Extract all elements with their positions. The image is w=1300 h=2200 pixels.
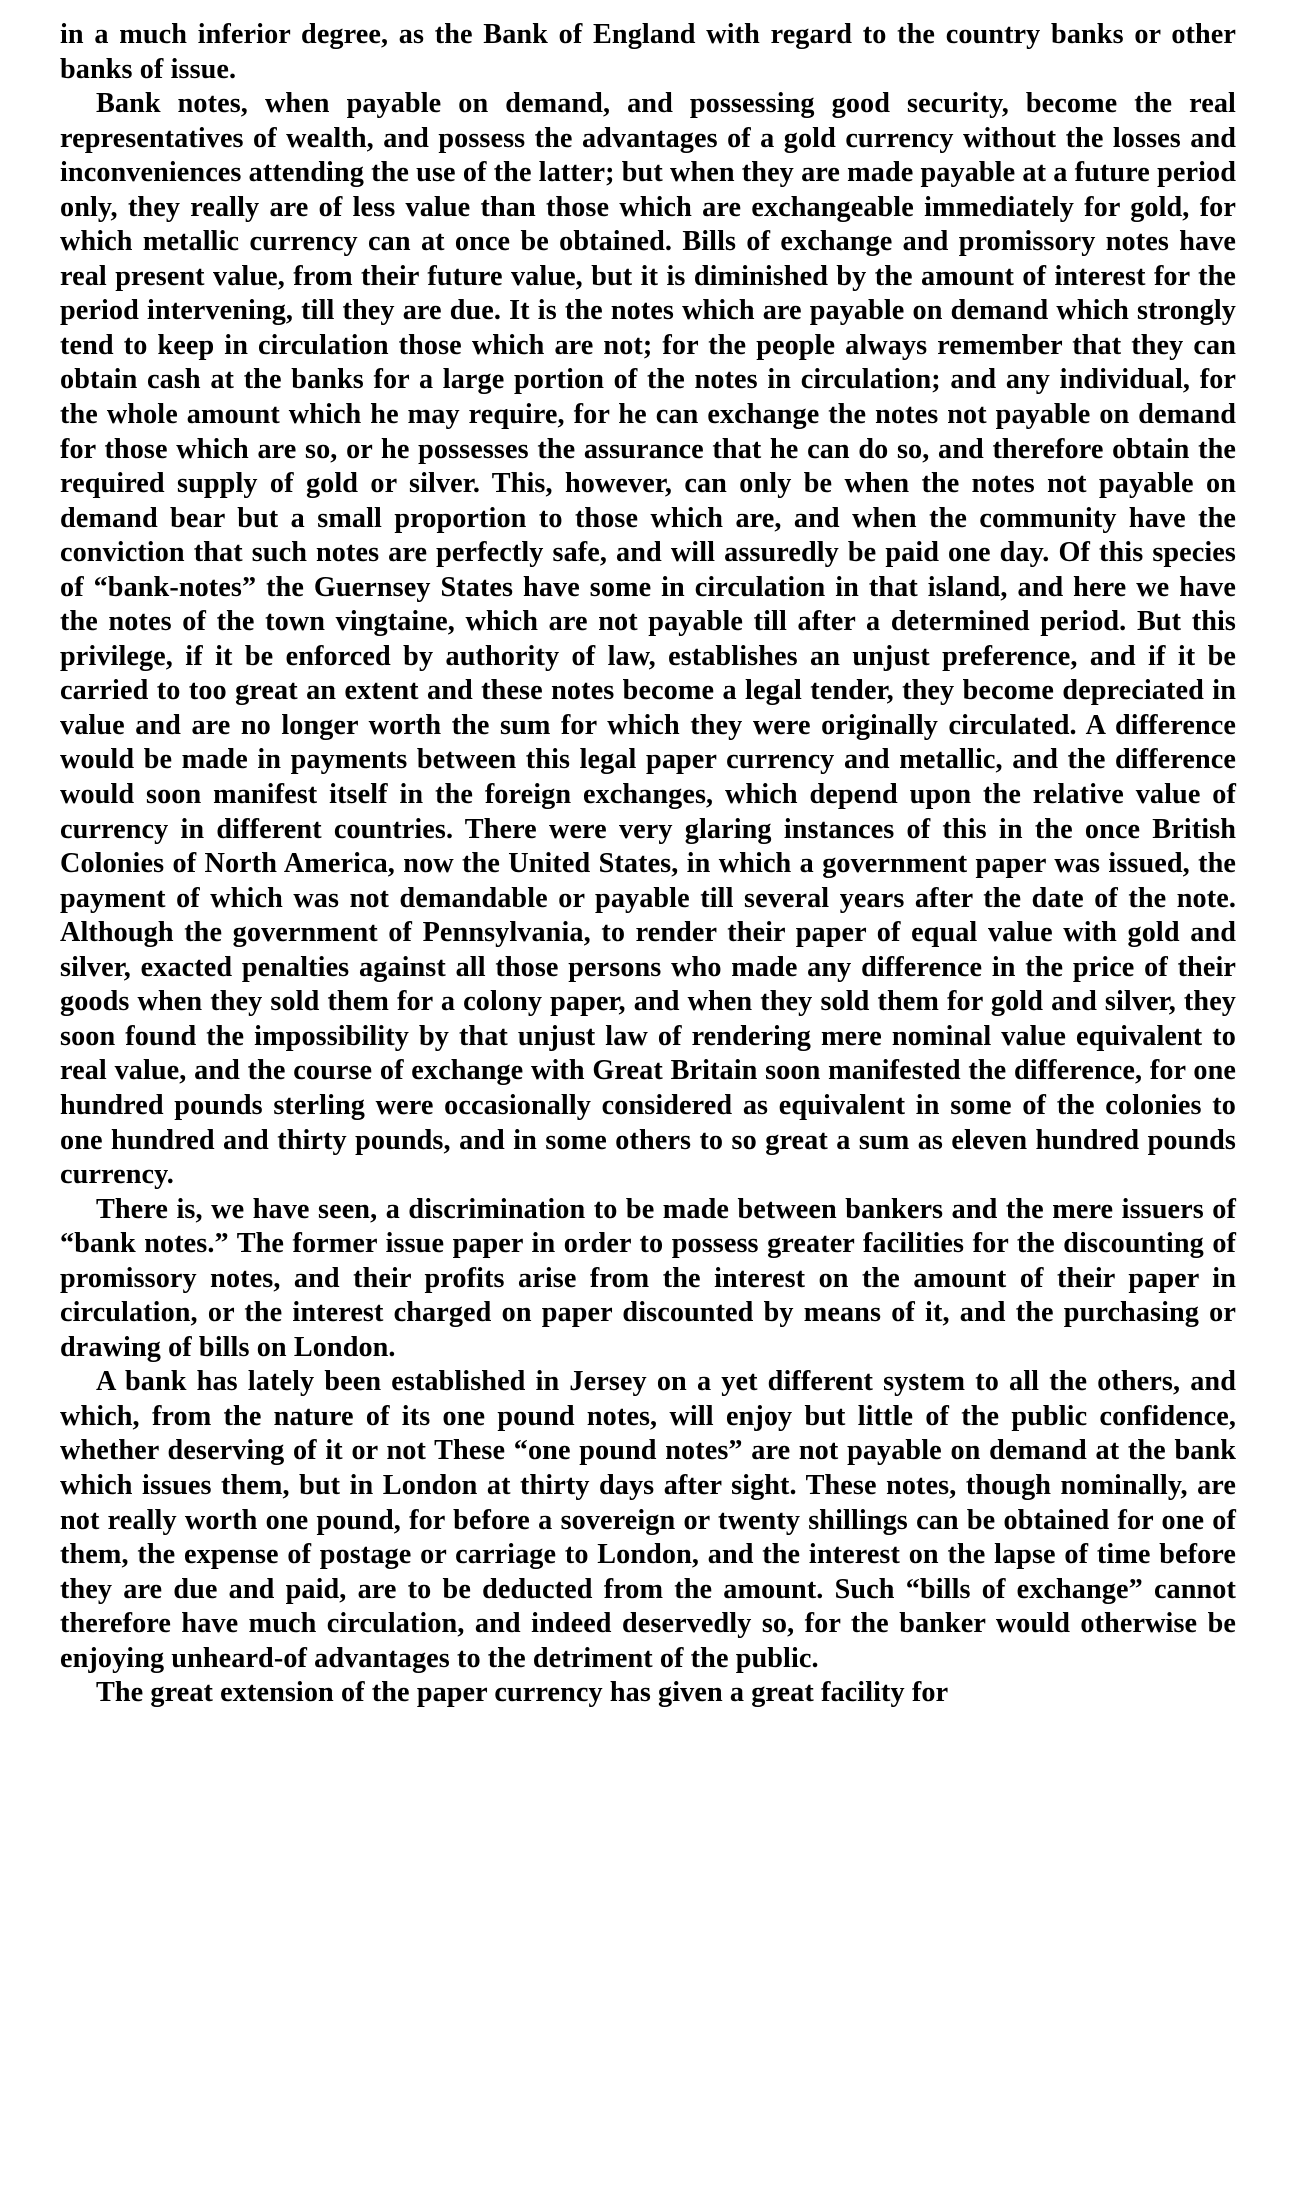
paragraph-bank-notes: Bank notes, when payable on demand, and possessing good security, become the real representatives of wealth, and possess the advantages of a gold currency without the losses and inconveniences attending the use of the latter; but when they are made payable at a future period only, they really are of less value than those which are exchangeable immediately for gold, for which metallic currency can at once be obtained. Bills of exchange and promissory notes have real present value, from their future value, but it is diminished by the amount of interest for the period intervening, till they are due. It is the notes which are payable on demand which strongly tend to keep in circulation those which are not; for the people always remember that they can obtain cash at the banks for a large portion of the notes in circulation; and any individual, for the whole amount which he may require, for he can exchange the notes not payable on demand for those which are so, or he possesses the assurance that he can do so, and therefore obtain the required supply of gold or silver. This, however, can only be when the notes not payable on demand bear but a small proportion to those which are, and when the community have the conviction that such notes are perfectly safe, and will assuredly be paid one day. Of this species of “bank-notes” the Guernsey States have some in circulation in that island, and here we have the notes of the town vingtaine, which are not payable till after a determined period. But this privilege, if it be enforced by authority of law, establishes an unjust preference, and if it be carried to too great an extent and these notes become a legal tender, they become depreciated in value and are no longer worth the sum for which they were originally circulated. A difference would be made in payments between this legal paper currency and metallic, and the difference would soon manifest itself in the foreign exchanges, which depend upon the relative value of currency in different countries. There were very glaring instances of this in the once British Colonies of North America, now the United States, in which a government paper was issued, the payment of which was not demandable or payable till several years after the date of the note. Although the government of Pennsylvania, to render their paper of equal value with gold and silver, exacted penalties against all those persons who made any difference in the price of their goods when they sold them for a colony paper, and when they sold them for gold and silver, they soon found the impossibility by that unjust law of rendering mere nominal value equivalent to real value, and the course of exchange with Great Britain soon manifested the difference, for one hundred pounds sterling were occasionally considered as equivalent in some of the colonies to one hundred and thirty pounds, and in some others to so great a sum as eleven hundred pounds currency. xyxy=(60,88,1236,1191)
paragraph-continuation: in a much inferior degree, as the Bank of England with regard to the country banks or other banks of issue. xyxy=(60,19,1236,85)
paragraph-jersey-bank: A bank has lately been established in Jersey on a yet different system to all the others, and which, from the nature of its one pound notes, will enjoy but little of the public confidence, whether deserving of it or not These “one pound notes” are not payable on demand at the bank which issues them, but in London at thirty days after sight. These notes, though nominally, are not really worth one pound, for before a sovereign or twenty shillings can be obtained for one of them, the expense of postage or carriage to London, and the interest on the lapse of time before they are due and paid, are to be deducted from the amount. Such “bills of exchange” cannot therefore have much circulation, and indeed deservedly so, for the banker would otherwise be enjoying unheard-of advantages to the detriment of the public. xyxy=(60,1366,1236,1674)
paragraph-bankers-discrimination: There is, we have seen, a discrimination to be made between bankers and the mere issuers of “bank notes.” The former issue paper in order to possess greater facilities for the discounting of promissory notes, and their profits arise from the interest on the amount of their paper in circulation, or the interest charged on paper discounted by means of it, and the purchasing or drawing of bills on London. xyxy=(60,1193,1236,1363)
paragraph-paper-currency: The great extension of the paper currency has given a great facility for xyxy=(96,1677,949,1709)
